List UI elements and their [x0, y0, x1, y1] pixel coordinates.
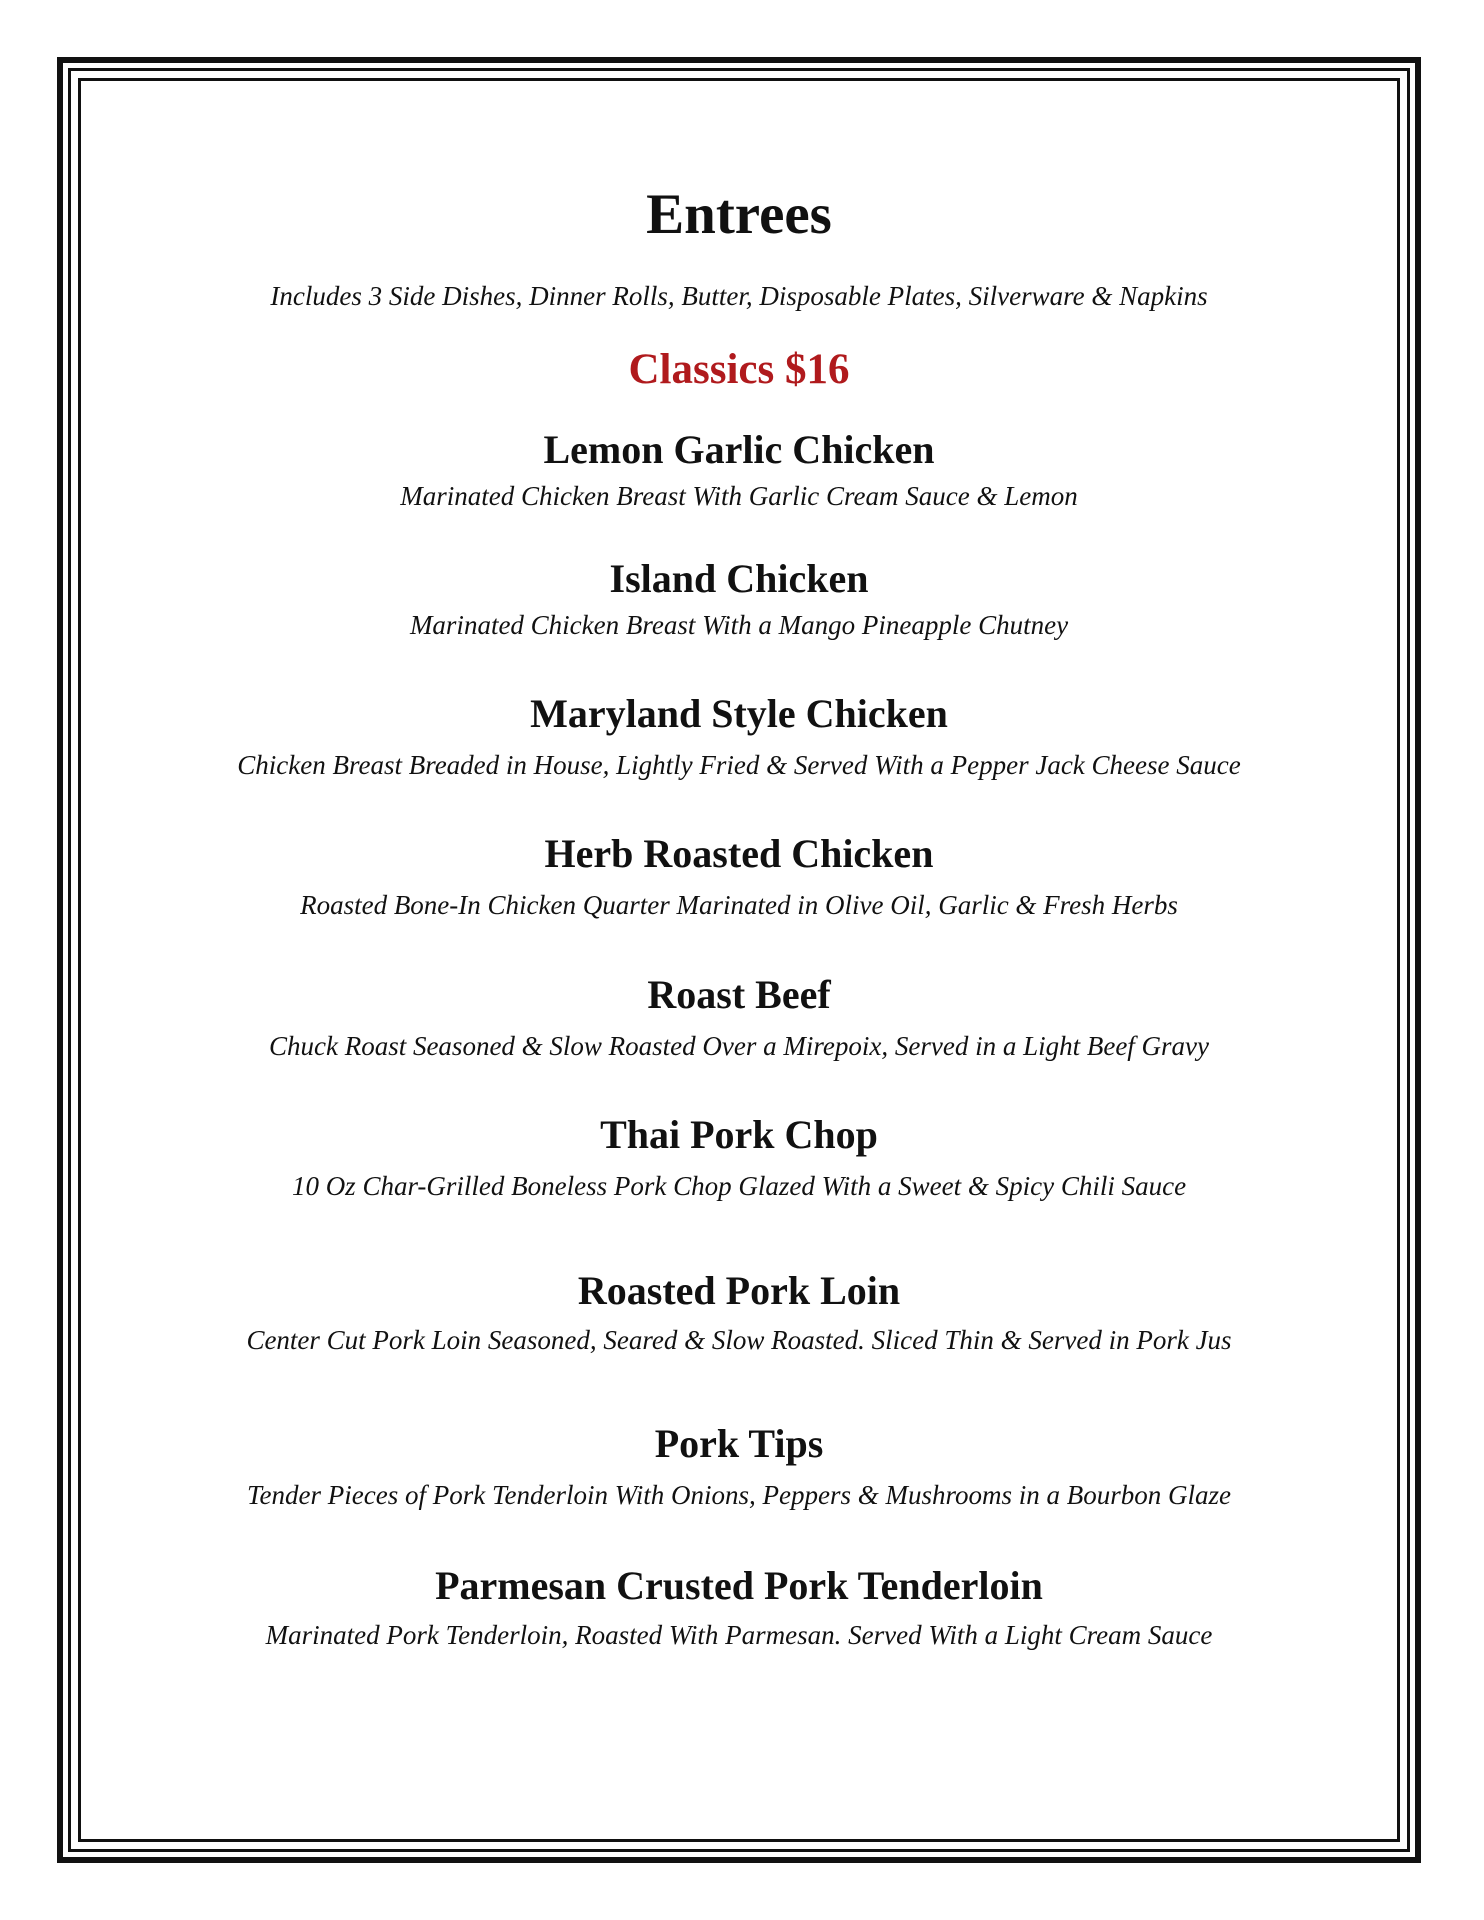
menu-item-description: Chuck Roast Seasoned & Slow Roasted Over a Mirepoix, Served in a Light Beef Gravy	[268, 1031, 1210, 1061]
menu-item-description: 10 Oz Char-Grilled Boneless Pork Chop Glazed With a Sweet & Spicy Chili Sauce	[291, 1171, 1187, 1201]
menu-item-description: Marinated Chicken Breast With a Mango Pineapple Chutney	[409, 610, 1069, 640]
menu-item-name: Roast Beef	[647, 972, 831, 1017]
menu-item-name: Roasted Pork Loin	[577, 1268, 901, 1313]
menu-item-description: Chicken Breast Breaded in House, Lightly Fried & Served With a Pepper Jack Cheese Sauce	[237, 750, 1241, 780]
page-subtitle: Includes 3 Side Dishes, Dinner Rolls, Butter, Disposable Plates, Silverware & Napkins	[270, 281, 1208, 311]
menu-item-description: Marinated Pork Tenderloin, Roasted With Parmesan. Served With a Light Cream Sauce	[265, 1620, 1213, 1650]
menu-item-name: Lemon Garlic Chicken	[543, 427, 935, 472]
section-heading-classics: Classics $16	[628, 346, 850, 393]
menu-item-name: Thai Pork Chop	[600, 1112, 878, 1157]
menu-item-name: Parmesan Crusted Pork Tenderloin	[435, 1563, 1043, 1608]
menu-item-description: Marinated Chicken Breast With Garlic Cream Sauce & Lemon	[400, 481, 1078, 511]
menu-item-name: Pork Tips	[654, 1421, 824, 1466]
menu-item-name: Island Chicken	[609, 556, 869, 601]
menu-item-name: Maryland Style Chicken	[530, 691, 948, 736]
menu-item-name: Herb Roasted Chicken	[544, 831, 934, 876]
page-title: Entrees	[646, 183, 832, 246]
menu-item-description: Roasted Bone-In Chicken Quarter Marinated in Olive Oil, Garlic & Fresh Herbs	[300, 890, 1178, 920]
menu-item-description: Tender Pieces of Pork Tenderloin With Onions, Peppers & Mushrooms in a Bourbon Glaze	[247, 1480, 1231, 1510]
menu-item-description: Center Cut Pork Loin Seasoned, Seared & Slow Roasted. Sliced Thin & Served in Pork Jus	[246, 1325, 1232, 1355]
